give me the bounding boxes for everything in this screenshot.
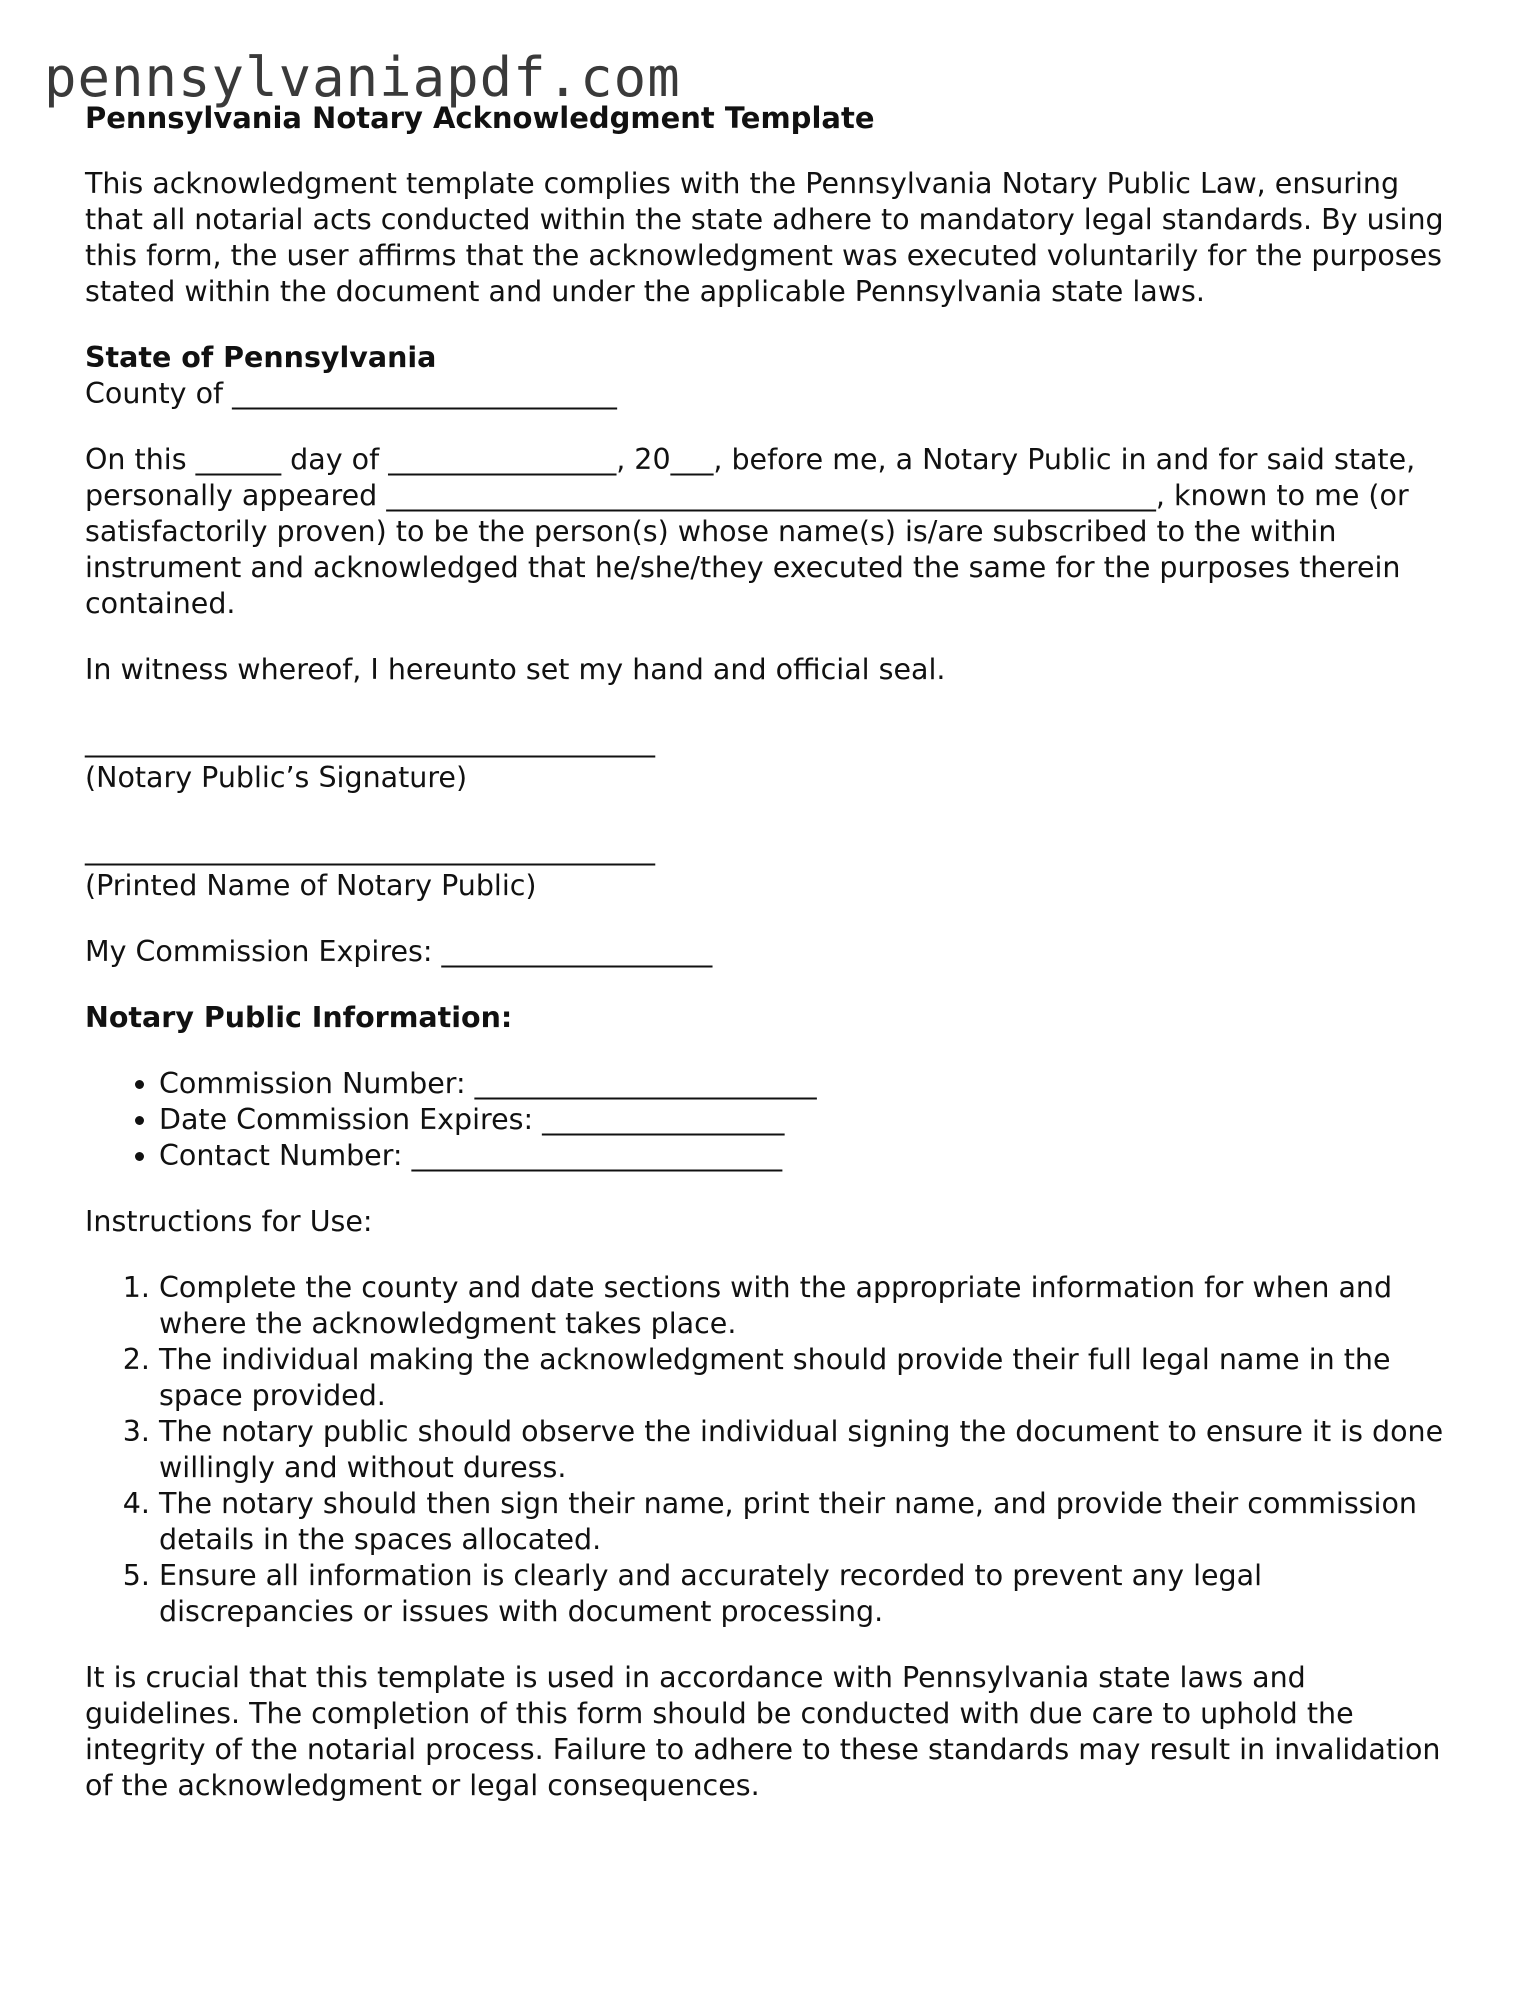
list-item: • Commission Number: ________________________ <box>159 1066 1465 1102</box>
list-item: • Contact Number: __________________________ <box>159 1138 1465 1174</box>
list-item: 5. Ensure all information is clearly and accurately recorded to prevent any legal discrepancies or issues with document processing. <box>159 1558 1465 1630</box>
printed-name-label: (Printed Name of Notary Public) <box>85 869 537 902</box>
state-heading: State of Pennsylvania <box>85 341 437 374</box>
watermark-text: pennsylvaniapdf.com <box>44 46 681 109</box>
list-item: • Date Commission Expires: _________________ <box>159 1102 1465 1138</box>
witness-line: In witness whereof, I hereunto set my hand and official seal. <box>85 653 946 686</box>
instructions-heading: Instructions for Use: <box>85 1205 373 1238</box>
notary-info-list <box>85 1066 1465 1174</box>
signature-label: (Notary Public’s Signature) <box>85 761 468 794</box>
closing-paragraph: It is crucial that this template is used in accordance with Pennsylvania state laws and guidelines. The completion of this form should be conducted with due care to uphold the integrity of the notarial process. Failure to adhere to these standards may result in invalidation of the acknowledgment or legal consequences. <box>85 1661 1441 1802</box>
list-item: 3. The notary public should observe the individual signing the document to ensure it is done willingly and without duress. <box>159 1414 1465 1486</box>
printed-name-blank: ________________________________________ <box>85 833 655 866</box>
document-body <box>85 100 1465 1804</box>
list-item: 4. The notary should then sign their name, print their name, and provide their commission details in the spaces allocated. <box>159 1486 1465 1558</box>
list-item: 2. The individual making the acknowledgment should provide their full legal name in the space provided. <box>159 1342 1465 1414</box>
instructions-list <box>85 1270 1465 1630</box>
acknowledgment-paragraph: On this ______ day of ________________, 20___, before me, a Notary Public in and for said state, personally appeared ______________________________________________________, known to me (or satisfactorily proven) to be the person(s) whose name(s) is/are subscribed to the within instrument and acknowledged that he/she/they executed the same for the purposes therein contained. <box>85 443 1416 620</box>
commission-expires-line: My Commission Expires: ___________________ <box>85 935 713 968</box>
page-title: Pennsylvania Notary Acknowledgment Template <box>85 101 875 135</box>
signature-blank: ________________________________________ <box>85 725 655 758</box>
county-line: County of ___________________________ <box>85 377 617 410</box>
list-item: 1. Complete the county and date sections with the appropriate information for when and where the acknowledgment takes place. <box>159 1270 1465 1342</box>
intro-paragraph: This acknowledgment template complies with the Pennsylvania Notary Public Law, ensuring that all notarial acts conducted within the state adhere to mandatory legal standards. By using this form, the user affirms that the acknowledgment was executed voluntarily for the purposes stated within the document and under the applicable Pennsylvania state laws. <box>85 167 1444 308</box>
notary-info-heading: Notary Public Information: <box>85 1001 513 1034</box>
